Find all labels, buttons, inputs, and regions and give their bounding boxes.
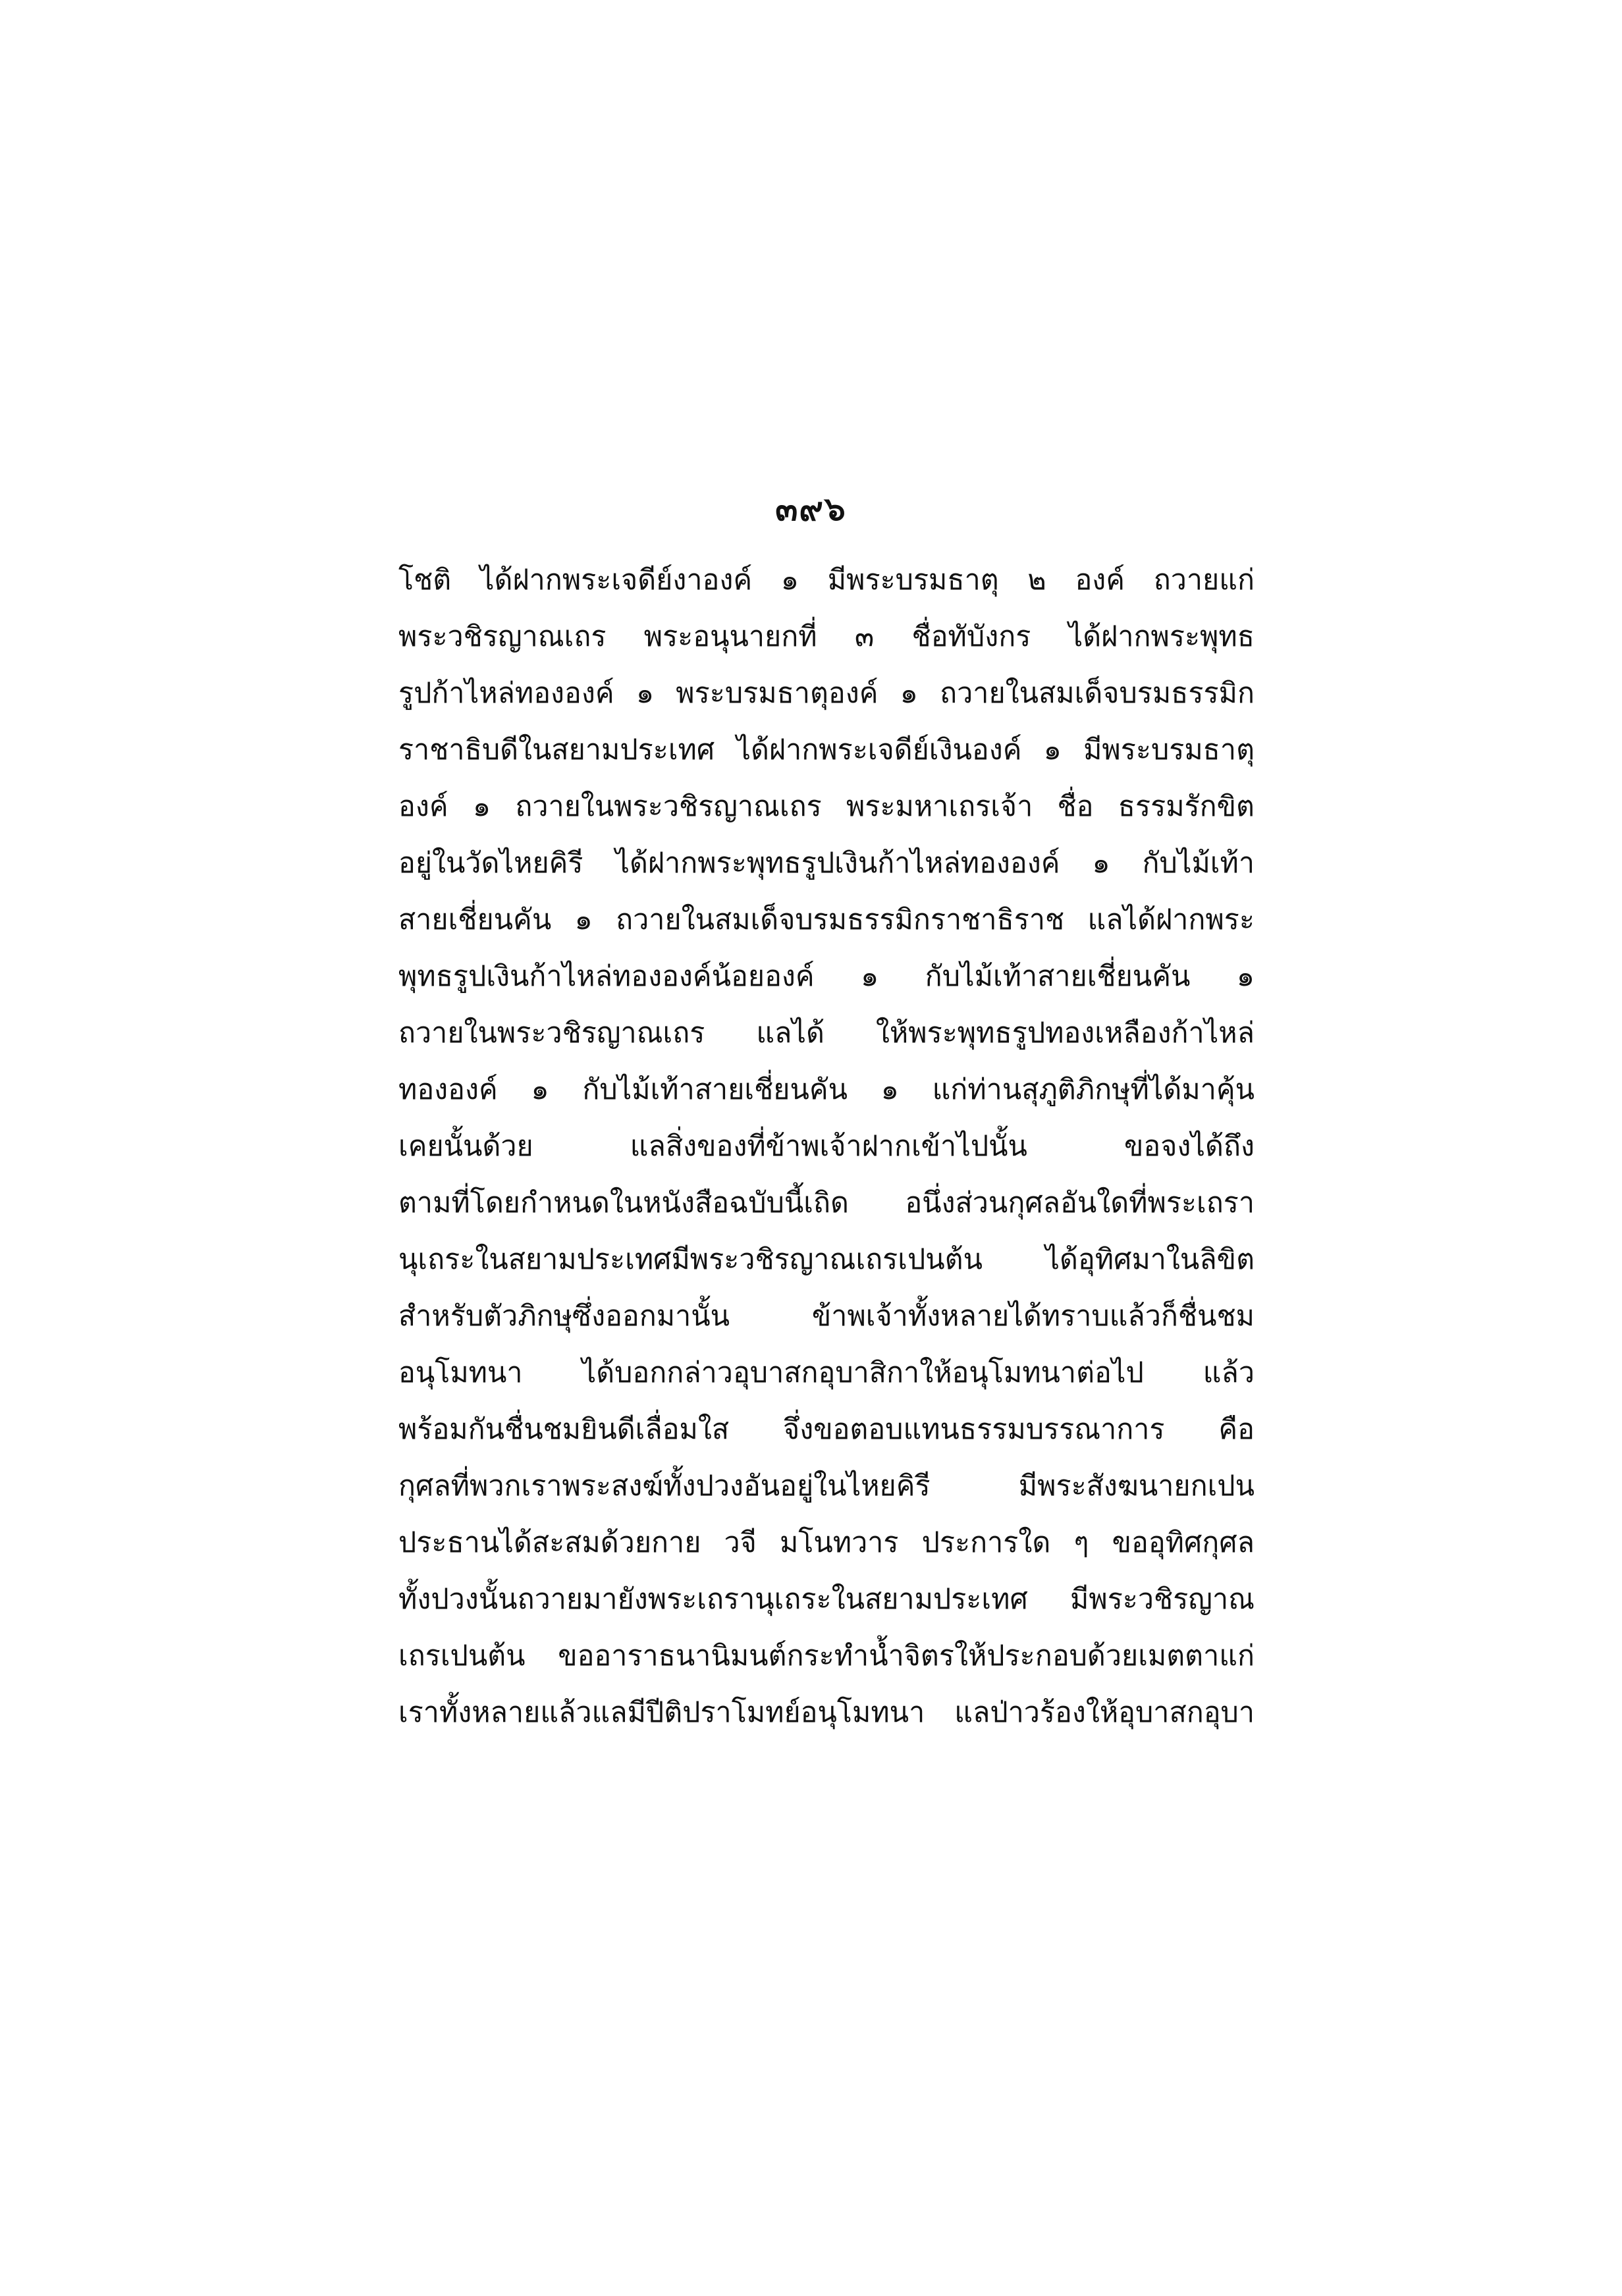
text-line: ตามที่โดยกำหนดในหนังสือฉบับนี้เถิด อนึ่งส่วนกุศลอันใดที่พระเถรา: [398, 1187, 1255, 1219]
text-line: พุทธรูปเงินก้าไหล่ทององค์น้อยองค์ ๑ กับไม้เท้าสายเชี่ยนคัน ๑: [398, 960, 1255, 993]
text-line: ทององค์ ๑ กับไม้เท้าสายเชี่ยนคัน ๑ แก่ท่านสุภูติภิกษุที่ได้มาคุ้น: [398, 1073, 1255, 1106]
text-line: นุเถระในสยามประเทศมีพระวชิรญาณเถรเปนต้น ได้อุทิศมาในลิขิต: [398, 1243, 1255, 1276]
text-line: สายเชี่ยนคัน ๑ ถวายในสมเด็จบรมธรรมิกราชาธิราช แลได้ฝากพระ: [398, 903, 1255, 936]
body-text: [398, 552, 1255, 1741]
text-line: ทั้งปวงนั้นถวายมายังพระเถรานุเถระในสยามประเทศ มีพระวชิรญาณ: [398, 1583, 1255, 1616]
text-line: ประธานได้สะสมด้วยกาย วจี มโนทวาร ประการใด ๆ ขออุทิศกุศล: [398, 1526, 1255, 1559]
page-number: ๓๙๖: [775, 489, 847, 528]
text-line: พร้อมกันชื่นชมยินดีเลื่อมใส จึ่งขอตอบแทนธรรมบรรณาการ คือ: [398, 1413, 1255, 1446]
text-line: อยู่ในวัดไหยคิรี ได้ฝากพระพุทธรูปเงินก้าไหล่ทององค์ ๑ กับไม้เท้า: [398, 847, 1255, 880]
text-line: รูปก้าไหล่ทององค์ ๑ พระบรมธาตุองค์ ๑ ถวายในสมเด็จบรมธรรมิก: [398, 677, 1255, 710]
text-line: โชติ ได้ฝากพระเจดีย์งาองค์ ๑ มีพระบรมธาตุ ๒ องค์ ถวายแก่: [398, 564, 1255, 597]
text-line: เคยนั้นด้วย แลสิ่งของที่ข้าพเจ้าฝากเข้าไปนั้น ขอจงได้ถึง: [398, 1130, 1255, 1163]
text-line: ถวายในพระวชิรญาณเถร แลได้ ให้พระพุทธรูปทองเหลืองก้าไหล่: [398, 1017, 1255, 1050]
text-line: กุศลที่พวกเราพระสงฆ์ทั้งปวงอันอยู่ในไหยคิรี มีพระสังฆนายกเปน: [398, 1470, 1255, 1503]
text-line: สำหรับตัวภิกษุซึ่งออกมานั้น ข้าพเจ้าทั้งหลายได้ทราบแล้วก็ชื่นชม: [398, 1300, 1255, 1333]
text-line: ราชาธิบดีในสยามประเทศ ได้ฝากพระเจดีย์เงินองค์ ๑ มีพระบรมธาตุ: [398, 734, 1255, 766]
text-line: เราทั้งหลายแล้วแลมีปีติปราโมทย์อนุโมทนา แลป่าวร้องให้อุบาสกอุบา: [398, 1696, 1255, 1729]
text-line: เถรเปนต้น ขออาราธนานิมนต์กระทำน้ำจิตรให้ประกอบด้วยเมตตาแก่: [398, 1640, 1255, 1672]
text-line: องค์ ๑ ถวายในพระวชิรญาณเถร พระมหาเถรเจ้า ชื่อ ธรรมรักขิต: [398, 790, 1255, 823]
text-line: พระวชิรญาณเถร พระอนุนายกที่ ๓ ชื่อทับังกร ได้ฝากพระพุทธ: [398, 620, 1255, 653]
text-line: อนุโมทนา ได้บอกกล่าวอุบาสกอุบาสิกาให้อนุโมทนาต่อไป แล้ว: [398, 1356, 1255, 1389]
